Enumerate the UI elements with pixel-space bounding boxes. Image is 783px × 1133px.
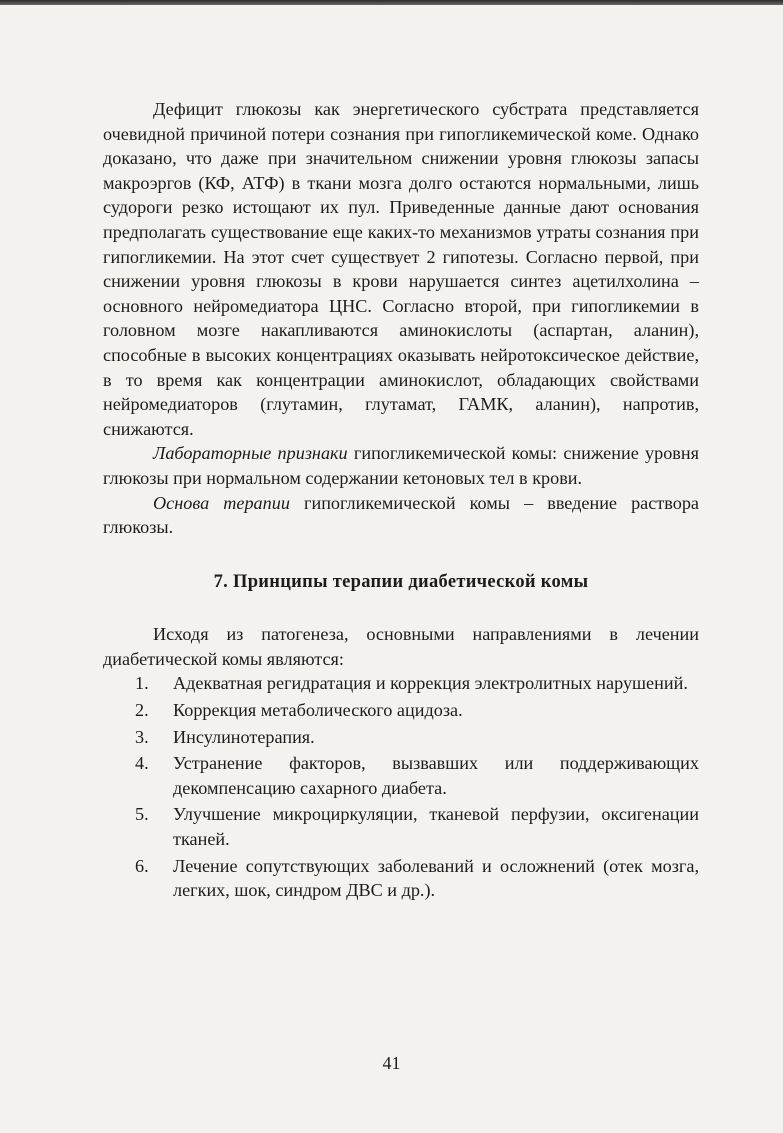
lab-signs-term: Лабораторные признаки [153,443,348,464]
list-item-text: Инсулинотерапия. [173,726,315,747]
list-item-text: Адекватная регидратация и коррекция электролитных нарушений. [173,673,688,694]
therapy-list [103,671,699,902]
section-intro: Исходя из патогенеза, основными направлениями в лечении диабетической комы являются: [103,624,699,669]
list-item-number: 2. [135,700,149,721]
list-item [103,751,699,800]
list-item-number: 6. [135,855,149,876]
list-item-number: 3. [135,726,149,747]
therapy-basis-text: гипогликемической комы – введение раствора глюкозы. [103,492,699,538]
list-item-number: 1. [135,673,149,694]
therapy-basis-term: Основа терапии [153,492,290,513]
page-body [103,97,699,905]
lab-signs-text: гипогликемической комы: снижение уровня глюкозы при нормальном содержании кетоновых тел в крови. [103,443,699,488]
scan-top-edge [0,0,783,5]
list-item [103,671,699,696]
list-item-text: Лечение сопутствующих заболеваний и осложнений (отек мозга, легких, шок, синдром ДВС и др.). [173,855,699,901]
list-item [103,725,699,750]
paragraph-glucose-deficit: Дефицит глюкозы как энергетического субстрата представляется очевидной причиной потери сознания при гипогликемической коме. Однако доказано, что даже при значительном снижении уровня глюкозы запасы макроэргов (КФ, АТФ) в ткани мозга долго остаются нормальными, лишь судороги резко истощают их пул. Приведенные данные дают основания предполагать существование еще каких-то механизмов утраты сознания при гипогликемии. На этот счет существует 2 гипотезы. Согласно первой, при снижении уровня глюкозы в крови нарушается синтез ацетилхолина – основного нейромедиатора ЦНС. Согласно второй, при гипогликемии в головном мозге накапливаются аминокислоты (аспартан, аланин), способные в высоких концентрациях оказывать нейротоксическое действие, в то время как концентрации аминокислот, обладающих свойствами нейромедиаторов (глутамин, глутамат, ГАМК, аланин), напротив, снижаются. [103,99,699,439]
paragraph-lab-signs [103,441,699,490]
list-item-number: 4. [135,753,149,774]
list-item [103,698,699,723]
page-number: 41 [382,1053,401,1073]
paragraph-therapy-basis [103,491,699,540]
list-item-text: Устранение факторов, вызвавших или поддерживающих декомпенсацию сахарного диабета. [173,753,699,798]
list-item [103,854,699,903]
list-item-text: Коррекция метаболического ацидоза. [173,700,463,721]
list-item-text: Улучшение микроциркуляции, тканевой перфузии, оксигенации тканей. [173,804,699,850]
section-heading: 7. Принципы терапии диабетической комы [213,571,589,592]
list-item [103,802,699,851]
list-item-number: 5. [135,804,149,825]
